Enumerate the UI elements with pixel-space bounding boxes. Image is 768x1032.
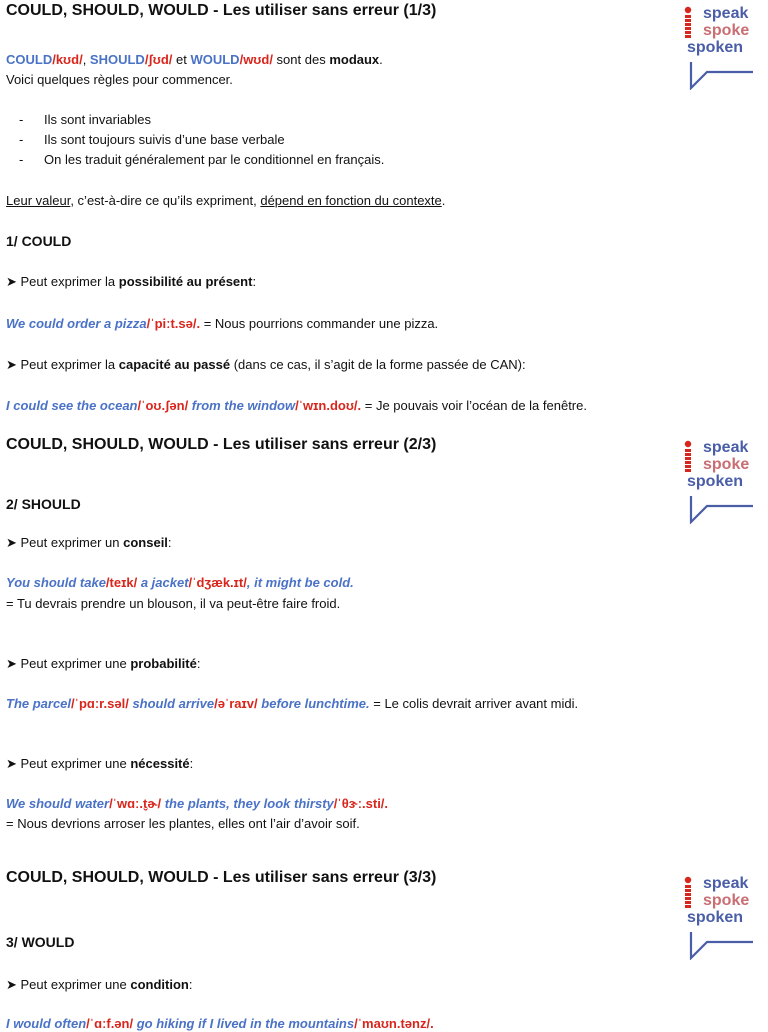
logo-word-speak: speak (703, 875, 749, 892)
page-title-3: COULD, SHOULD, WOULD - Les utiliser sans erreur (3/3) (6, 869, 437, 886)
section-heading-could: 1/ COULD (6, 233, 72, 249)
should-rule-2: ➤ Peut exprimer une probabilité: (6, 656, 201, 671)
list-item: - Ils sont toujours suivis d’une base verbale (19, 132, 285, 147)
list-item: - Ils sont invariables (19, 112, 151, 127)
logo-word-spoke: spoke (703, 22, 750, 39)
logo-word-speak: speak (703, 5, 749, 22)
speak-spoke-spoken-logo (683, 4, 758, 90)
intro-line-2: Voici quelques règles pour commencer. (6, 72, 233, 87)
could-rule-1: ➤ Peut exprimer la possibilité au présent: (6, 274, 257, 289)
section-heading-should: 2/ SHOULD (6, 496, 81, 512)
section-heading-would: 3/ WOULD (6, 934, 75, 950)
speak-spoke-spoken-logo (683, 438, 758, 524)
logo-word-spoke: spoke (703, 456, 750, 473)
valeur-sentence: Leur valeur, c’est-à-dire ce qu’ils expriment, dépend en fonction du contexte. (6, 193, 446, 208)
logo-word-spoken: spoken (687, 909, 744, 926)
page-title-2: COULD, SHOULD, WOULD - Les utiliser sans erreur (2/3) (6, 436, 437, 453)
should-example-3: We should water/ˈwɑː.t̬ɚ/ the plants, they look thirsty/ˈθɝː.sti/. (6, 796, 389, 811)
should-rule-3: ➤ Peut exprimer une nécessité: (6, 756, 194, 771)
would-rule-1: ➤ Peut exprimer une condition: (6, 977, 193, 992)
page-title-1: COULD, SHOULD, WOULD - Les utiliser sans erreur (1/3) (6, 2, 437, 19)
logo-word-spoken: spoken (687, 39, 744, 56)
could-example-2: I could see the ocean/ˈoʊ.ʃən/ from the window/ˈwɪn.doʊ/. = Je pouvais voir l’océan de la fenêtre. (6, 398, 587, 413)
should-example-2: The parcel/ˈpɑːr.səl/ should arrive/əˈraɪv/ before lunchtime. = Le colis devrait arriver avant midi. (6, 696, 579, 711)
should-translation-1: = Tu devrais prendre un blouson, il va peut-être faire froid. (6, 596, 341, 611)
logo-word-spoken: spoken (687, 473, 744, 490)
should-rule-1: ➤ Peut exprimer un conseil: (6, 535, 172, 550)
should-translation-3: = Nous devrions arroser les plantes, elles ont l’air d’avoir soif. (6, 816, 360, 831)
speak-spoke-spoken-logo (683, 874, 758, 960)
intro-line-1: COULD/kʊd/, SHOULD/ʃʊd/ et WOULD/wʊd/ sont des modaux. (6, 52, 383, 67)
could-rule-2: ➤ Peut exprimer la capacité au passé (dans ce cas, il s’agit de la forme passée de CAN): (6, 357, 526, 372)
list-item: - On les traduit généralement par le conditionnel en français. (19, 152, 385, 167)
should-example-1: You should take/teɪk/ a jacket/ˈdʒæk.ɪt/, it might be cold. (6, 575, 354, 590)
logo-word-spoke: spoke (703, 892, 750, 909)
logo-word-speak: speak (703, 439, 749, 456)
could-example-1: We could order a pizza/ˈpiːt.sə/. = Nous pourrions commander une pizza. (6, 316, 439, 331)
would-example-1: I would often/ˈɑːf.ən/ go hiking if I lived in the mountains/ˈmaʊn.tənz/. (6, 1016, 434, 1031)
